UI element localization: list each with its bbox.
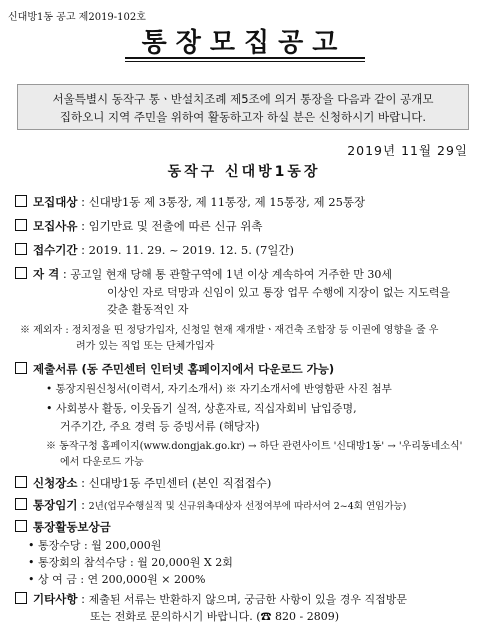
title-underline-thin xyxy=(125,61,365,62)
section-label: 기타사항 xyxy=(33,592,78,606)
section-value: 임기만료 및 전출에 따른 신규 위촉 xyxy=(88,219,263,233)
page-title: 통장모집공고 xyxy=(141,28,347,58)
document-item: • 사회봉사 활동, 이웃돕기 실적, 상훈자료, 직십자회비 납입증명, xyxy=(46,402,357,415)
section-label: 통장활동보상금 xyxy=(33,520,111,534)
checkbox-icon xyxy=(15,592,27,604)
title-underline xyxy=(125,57,365,59)
intro-box xyxy=(17,84,469,130)
document-item: • 통장지원신청서(이력서, 자기소개서) ※ 자기소개서에 반영함판 사진 첨부 xyxy=(46,383,392,395)
checkbox-icon xyxy=(15,243,27,255)
section-period: 접수기간 : 2019. 11. 29. ~ 2019. 12. 5. (7일간) xyxy=(15,242,294,258)
section-value: 제출된 서류는 반환하지 않으며, 궁금한 사항이 있을 경우 직접방문 xyxy=(88,593,407,606)
checkbox-icon xyxy=(15,498,27,510)
intro-line-1: 서울특별시 동작구 통ㆍ반설치조례 제5조에 의거 통장을 다음과 같이 공개모 xyxy=(52,92,434,106)
section-value: 2019. 11. 29. ~ 2019. 12. 5. (7일간) xyxy=(88,243,295,257)
section-label: 모집사유 xyxy=(33,219,78,233)
section-term: 통장임기 : 2년(업무수행실적 및 신규위촉대상자 선정여부에 따라서여 2~4회 연임가능) xyxy=(15,497,406,513)
checkbox-icon xyxy=(15,267,27,279)
qualification-line-3: 갖춘 활동적인 자 xyxy=(107,303,189,316)
checkbox-icon xyxy=(15,476,27,488)
checkbox-icon xyxy=(15,195,27,207)
pay-item: • 통장회의 참석수당 : 월 20,000원 X 2회 xyxy=(28,556,233,569)
doc-number: 신대방1동 공고 제2019-102호 xyxy=(8,12,146,23)
exclusion-note-line-2: 려가 있는 직업 또는 단체가입자 xyxy=(76,341,215,352)
section-label: 신청장소 xyxy=(33,476,78,490)
section-qualification: 자 격 : 공고일 현재 당해 통 관할구역에 1년 이상 계속하여 거주한 만 30세 xyxy=(15,266,392,282)
qualification-line-2: 이상인 자로 덕망과 신임이 있고 통장 업무 수행에 지장이 없는 지도력을 xyxy=(107,286,451,299)
section-value: 공고일 현재 당해 통 관할구역에 1년 이상 계속하여 거주한 만 30세 xyxy=(70,268,393,281)
pay-item: • 상 여 금 : 연 200,000원 × 200% xyxy=(28,573,206,586)
intro-line-2: 집하오니 지역 주민을 위하여 활동하고자 하실 분은 신청하시기 바랍니다. xyxy=(59,110,427,124)
section-label: 접수기간 xyxy=(33,243,78,257)
etc-line-2: 또는 전화로 문의하시기 바랍니다. (☎ 820 - 2809) xyxy=(90,610,340,623)
section-documents xyxy=(15,361,334,377)
section-reason: 모집사유 : 임기만료 및 전출에 따른 신규 위촉 xyxy=(15,218,262,234)
section-label: 제출서류 (동 주민센터 인터넷 홈페이지에서 다운로드 가능) xyxy=(33,362,335,376)
section-pay xyxy=(15,519,111,535)
section-label: 모집대상 xyxy=(33,195,78,209)
section-value: 2년(업무수행실적 및 신규위촉대상자 선정여부에 따라서여 2~4회 연임가능) xyxy=(88,501,407,512)
document-item: 거주기간, 주요 경력 등 증빙서류 (해당자) xyxy=(60,420,260,433)
section-target: 모집대상 : 신대방1동 제 3통장, 제 11통장, 제 15통장, 제 25통장 xyxy=(15,194,365,210)
exclusion-note: ※ 제외자 : 정치정을 띤 정당가입자, 신청일 현재 재개발ㆍ재건축 조합장 등 이권에 영향을 줄 우 xyxy=(20,325,439,336)
section-value: 신대방1동 제 3통장, 제 11통장, 제 15통장, 제 25통장 xyxy=(88,195,366,209)
download-note: ※ 동작구청 홈페이지(www.dongjak.go.kr) → 하단 관련사이트 '신대방1동' → '우리동네소식' xyxy=(46,441,463,452)
checkbox-icon xyxy=(15,362,27,374)
issuer: 동작구 신대방1동장 xyxy=(167,164,321,180)
checkbox-icon xyxy=(15,219,27,231)
section-place: 신청장소 : 신대방1동 주민센터 (본인 직접접수) xyxy=(15,475,271,491)
download-note-line-2: 에서 다운로드 가능 xyxy=(60,457,144,468)
pay-item: • 통장수당 : 월 200,000원 xyxy=(28,539,162,552)
section-label: 자 격 xyxy=(33,267,60,281)
section-value: 신대방1동 주민센터 (본인 직접접수) xyxy=(88,476,272,490)
checkbox-icon xyxy=(15,520,27,532)
section-label: 통장임기 xyxy=(33,498,78,512)
notice-date: 2019년 11월 29일 xyxy=(347,143,468,158)
section-etc: 기타사항 : 제출된 서류는 반환하지 않으며, 궁금한 사항이 있을 경우 직접방문 xyxy=(15,591,407,607)
